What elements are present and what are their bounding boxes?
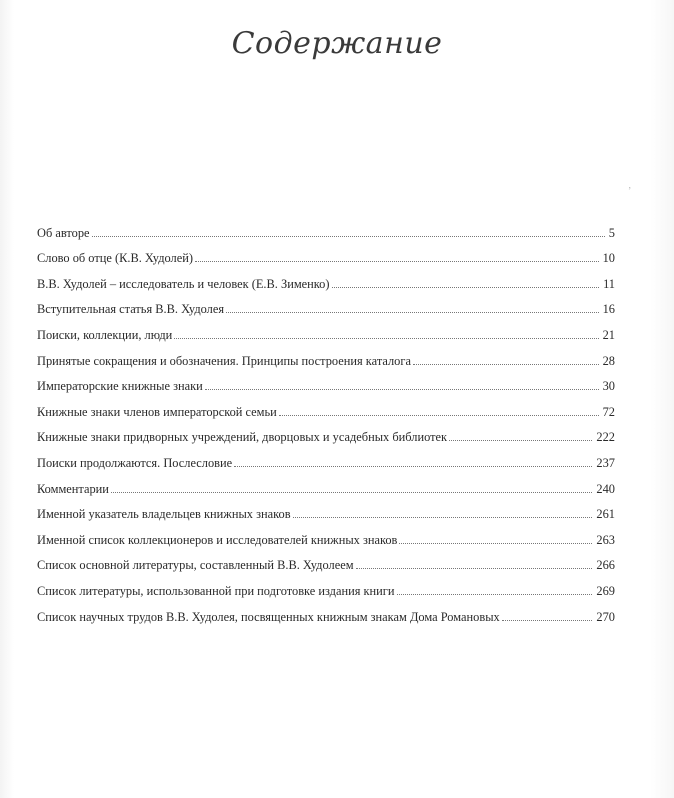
toc-entry bbox=[37, 598, 615, 624]
toc-entry bbox=[37, 444, 615, 470]
toc-entry-page: 237 bbox=[596, 455, 615, 470]
toc-entry-title: Список научных трудов В.В. Худолея, посвященных книжным знакам Дома Романовых bbox=[37, 609, 500, 624]
toc-entry-title: В.В. Худолей – исследователь и человек (Е.В. Зименко) bbox=[37, 276, 330, 291]
toc-entry-title: Комментарии bbox=[37, 481, 109, 496]
toc-entry bbox=[37, 547, 615, 573]
toc-entry-page: 5 bbox=[608, 225, 615, 240]
toc-entry-title: Список литературы, использованной при подготовке издания книги bbox=[37, 583, 395, 598]
toc-entry-title: Принятые сокращения и обозначения. Принципы построения каталога bbox=[37, 353, 411, 368]
toc-entry-title: Книжные знаки придворных учреждений, дворцовых и усадебных библиотек bbox=[37, 430, 448, 445]
toc-entry bbox=[37, 470, 615, 496]
toc-entry-title: Императорские книжные знаки bbox=[37, 379, 203, 394]
toc-entry bbox=[37, 496, 615, 522]
dot-leader bbox=[502, 620, 593, 621]
toc-entry bbox=[37, 419, 615, 445]
toc-entry bbox=[37, 265, 615, 291]
toc-entry-title: Список основной литературы, составленный В.В. Худолеем bbox=[37, 558, 354, 573]
dot-leader bbox=[449, 440, 592, 441]
toc-entry-page: 16 bbox=[602, 302, 615, 317]
dot-leader bbox=[356, 568, 593, 569]
toc-entry bbox=[37, 240, 615, 266]
table-of-contents bbox=[37, 214, 615, 624]
dot-leader bbox=[111, 492, 592, 493]
toc-entry-page: 28 bbox=[602, 353, 615, 368]
toc-entry bbox=[37, 316, 615, 342]
toc-entry-title: Слово об отце (К.В. Худолей) bbox=[37, 251, 193, 266]
toc-entry bbox=[37, 214, 615, 240]
dot-leader bbox=[279, 415, 599, 416]
dot-leader bbox=[399, 543, 592, 544]
toc-entry-page: 30 bbox=[602, 379, 615, 394]
toc-entry-page: 266 bbox=[596, 558, 615, 573]
toc-entry bbox=[37, 342, 615, 368]
toc-entry-page: 240 bbox=[596, 481, 615, 496]
dot-leader bbox=[293, 517, 593, 518]
toc-entry-title: Об авторе bbox=[37, 225, 90, 240]
toc-entry-page: 270 bbox=[596, 609, 615, 624]
toc-entry-title: Именной список коллекционеров и исследователей книжных знаков bbox=[37, 532, 398, 547]
dot-leader bbox=[92, 236, 605, 237]
toc-entry-page: 261 bbox=[596, 507, 615, 522]
dot-leader bbox=[234, 466, 592, 467]
toc-entry bbox=[37, 521, 615, 547]
scan-mark: ’ bbox=[628, 186, 632, 197]
toc-entry-page: 263 bbox=[596, 532, 615, 547]
dot-leader bbox=[397, 594, 593, 595]
toc-entry-page: 269 bbox=[596, 583, 615, 598]
dot-leader bbox=[174, 338, 598, 339]
toc-entry bbox=[37, 368, 615, 394]
toc-entry bbox=[37, 572, 615, 598]
dot-leader bbox=[195, 261, 599, 262]
toc-entry-page: 21 bbox=[602, 327, 615, 342]
page-title: Содержание bbox=[231, 26, 443, 61]
toc-entry-page: 222 bbox=[596, 430, 615, 445]
toc-entry-title: Книжные знаки членов императорской семьи bbox=[37, 404, 277, 419]
toc-entry-page: 72 bbox=[602, 404, 615, 419]
dot-leader bbox=[332, 287, 600, 288]
dot-leader bbox=[226, 312, 599, 313]
toc-entry bbox=[37, 393, 615, 419]
dot-leader bbox=[205, 389, 599, 390]
toc-entry-title: Поиски продолжаются. Послесловие bbox=[37, 455, 233, 470]
toc-entry-title: Вступительная статья В.В. Худолея bbox=[37, 302, 225, 317]
toc-entry-page: 10 bbox=[602, 251, 615, 266]
toc-entry-page: 11 bbox=[603, 276, 615, 291]
dot-leader bbox=[413, 364, 599, 365]
toc-entry-title: Поиски, коллекции, люди bbox=[37, 327, 173, 342]
toc-entry-title: Именной указатель владельцев книжных знаков bbox=[37, 507, 291, 522]
toc-entry bbox=[37, 291, 615, 317]
